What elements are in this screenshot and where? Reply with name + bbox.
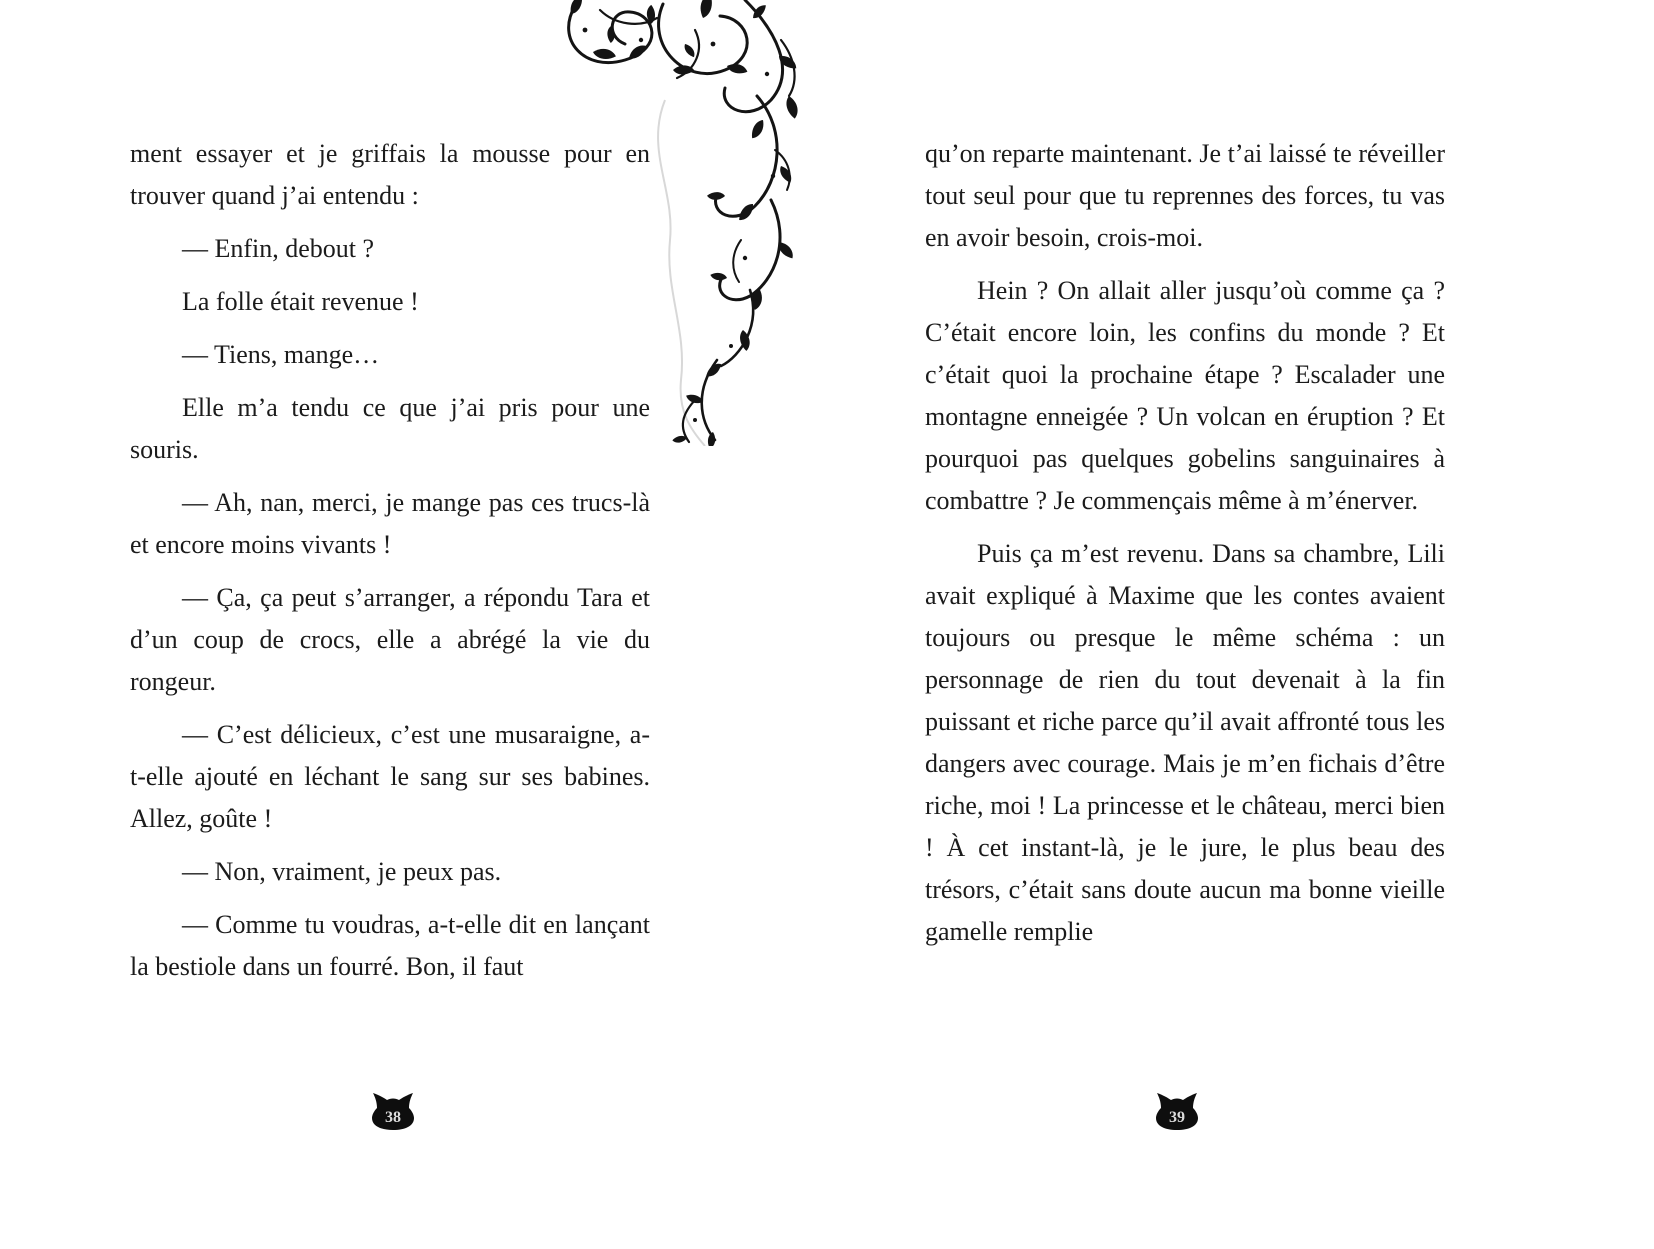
paragraph: — Ah, nan, merci, je mange pas ces trucs-là et encore moins vivants ! [130,488,650,559]
page-number-badge-right [1155,1092,1199,1132]
paragraph: Puis ça m’est revenu. Dans sa chambre, Lili avait expliqué à Maxime que les contes avaient toujours ou presque le même schéma : un personnage de rien du tout devenait à la fin puissant et riche parce qu’il avait affronté tous les dangers avec courage. Mais je m’en fichais d’être riche, moi ! La princesse et le château, merci bien ! À cet instant-là, je le jure, le plus beau des trésors, c’était sans doute aucun ma bonne vieille gamelle remplie [925,539,1445,946]
page-right-text [925,133,1445,953]
page-number-right: 39 [1169,1109,1185,1126]
page-left-text [130,133,650,988]
paragraph: Hein ? On allait aller jusqu’où comme ça ? C’était encore loin, les confins du monde ? Et c’était quoi la prochaine étape ? Escalader une montagne enneigée ? Un volcan en éruption ? Et pourquoi pas quelques gobelins sanguinaires à combattre ? Je commençais même à m’énerver. [925,276,1445,515]
paragraph: — Enfin, debout ? [182,234,375,263]
paragraph: — Non, vraiment, je peux pas. [182,857,502,886]
paragraph: — C’est délicieux, c’est une musaraigne, a-t-elle ajouté en léchant le sang sur ses babines. Allez, goûte ! [130,720,650,833]
paragraph: — Comme tu voudras, a-t-elle dit en lançant la bestiole dans un fourré. Bon, il faut [130,910,650,981]
paragraph: — Ça, ça peut s’arranger, a répondu Tara et d’un coup de crocs, elle a abrégé la vie du rongeur. [130,583,650,696]
paragraph: ment essayer et je griffais la mousse pour en trouver quand j’ai entendu : [130,139,650,210]
paragraph: qu’on reparte maintenant. Je t’ai laissé te réveiller tout seul pour que tu reprennes des forces, tu vas en avoir besoin, crois-moi. [925,139,1445,252]
paragraph: — Tiens, mange… [182,340,380,369]
page-number-badge-left [371,1092,415,1132]
paragraph: La folle était revenue ! [182,287,419,316]
page-number-left: 38 [385,1109,401,1126]
paragraph: Elle m’a tendu ce que j’ai pris pour une souris. [130,393,650,464]
